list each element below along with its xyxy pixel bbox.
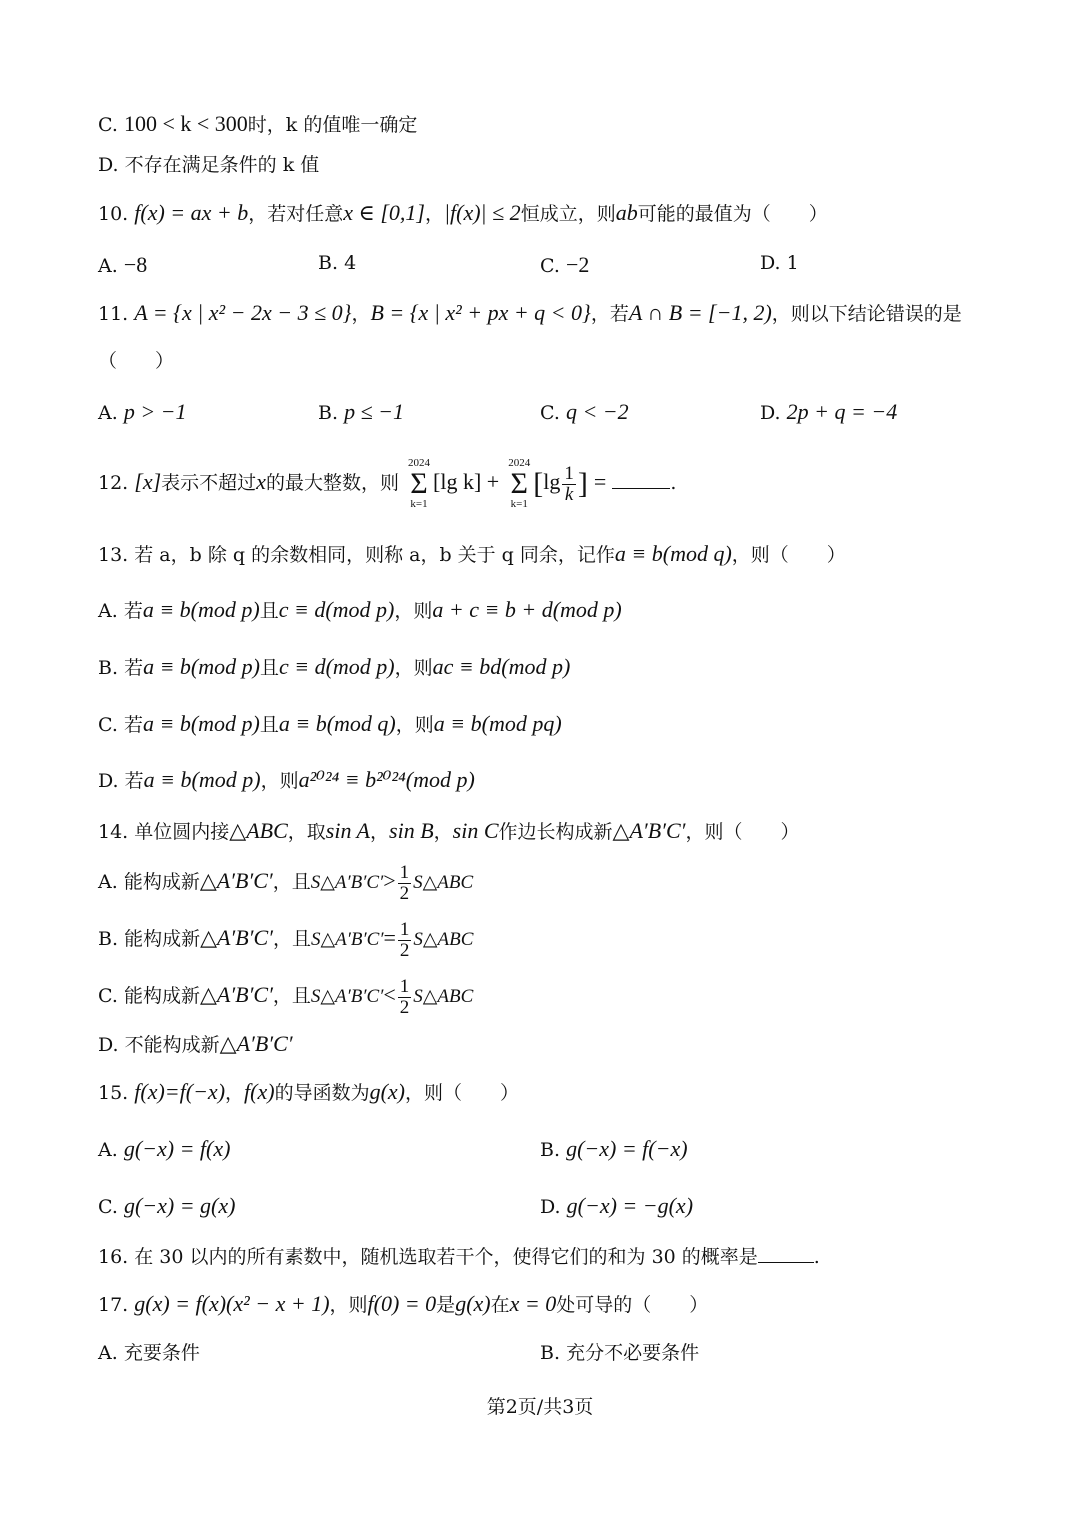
option-d: [760, 252, 799, 275]
option-text: 4: [344, 252, 357, 274]
sigma-icon: Σ: [510, 467, 528, 500]
math-expression: g(x): [369, 1079, 405, 1104]
option-label: D.: [98, 770, 119, 792]
question-text: ，若: [590, 303, 629, 325]
math-expression: a ≡ b(mod q): [278, 711, 396, 736]
option-text: g(−x) = g(x): [123, 1193, 236, 1218]
sum-lower-limit: k=1: [410, 498, 428, 510]
sum-upper-limit: 2024: [408, 457, 430, 469]
question-number: 17.: [98, 1294, 129, 1316]
question-10-stem: [98, 200, 1020, 226]
math-expression: B = {x | x² + px + q < 0}: [370, 300, 591, 325]
math-expression: x ∈ [0,1]: [343, 200, 425, 225]
question-text: 恒成立，则: [520, 203, 616, 225]
question-14-option-c: [98, 970, 1020, 1020]
math-expression: sin C: [452, 818, 499, 843]
question-text: ，则（ ）: [685, 821, 800, 843]
question-15-options-row2: [98, 1193, 1020, 1223]
math-expression: a²⁰²⁴ ≡ b²⁰²⁴(mod p): [298, 767, 475, 792]
question-13-option-b: [98, 654, 1020, 680]
question-12: [98, 452, 1020, 516]
question-11-paren: [98, 350, 1020, 373]
option-text: g(−x) = −g(x): [566, 1193, 694, 1218]
option-text: 1: [786, 252, 799, 274]
option-text: g(−x) = f(x): [123, 1136, 231, 1161]
question-text: 可能的最值为（ ）: [637, 203, 828, 225]
question-13-option-c: [98, 711, 1020, 737]
question-text: 若 a，b 除 q 的余数相同，则称 a，b 关于 q 同余，记作: [134, 544, 615, 566]
option-text: 若: [124, 770, 144, 792]
question-text: ，: [225, 1082, 245, 1104]
summation-2: [508, 458, 530, 510]
option-text: 能构成新: [123, 871, 200, 893]
option-label: C.: [98, 1196, 118, 1218]
option-text: ，且: [272, 985, 311, 1007]
question-text: 作边长构成新: [498, 821, 613, 843]
option-c: [540, 252, 589, 278]
math-expression: a ≡ b(mod p): [143, 654, 260, 679]
option-a: [98, 1342, 200, 1365]
math-expression: f(0) = 0: [367, 1291, 437, 1316]
option-text: 且: [259, 657, 279, 679]
fraction-half: [398, 977, 412, 1018]
option-text: 若: [123, 714, 143, 736]
fraction-half: [398, 863, 412, 904]
option-label: A.: [98, 1342, 118, 1364]
math-expression: ac ≡ bd(mod p): [432, 654, 571, 679]
question-text: ，则（ ）: [405, 1082, 520, 1104]
question-text: 表示不超过: [161, 472, 257, 494]
question-13-option-d: [98, 767, 1020, 793]
option-label: A.: [98, 871, 118, 893]
math-expression: f(x) = ax + b: [134, 200, 249, 225]
option-text: 若: [123, 600, 143, 622]
option-text: 不能构成新: [124, 1034, 220, 1056]
option-text: 且: [259, 600, 279, 622]
question-text: 的导函数为: [274, 1082, 370, 1104]
option-label: B.: [98, 657, 119, 679]
question-13-option-a: [98, 597, 1020, 623]
option-label: D.: [540, 1196, 561, 1218]
option-label: C.: [98, 714, 118, 736]
option-text: g(−x) = f(−x): [566, 1136, 688, 1161]
question-11-stem: [98, 300, 1020, 326]
math-expression: sin B: [389, 818, 434, 843]
option-label: B.: [318, 402, 339, 424]
math-equals: =: [593, 469, 607, 494]
option-a: [98, 1136, 230, 1162]
math-expression: f(x): [244, 1079, 275, 1104]
option-text: 时，k 的值唯一确定: [247, 114, 418, 136]
math-expression: △A′B′C′: [199, 982, 273, 1007]
math-expression: x = 0: [509, 1291, 557, 1316]
period: .: [813, 1246, 820, 1268]
option-text: p > −1: [123, 399, 187, 424]
math-expression: a ≡ b(mod p): [142, 597, 260, 622]
fraction-numerator: 1: [399, 861, 410, 883]
math-expression: c ≡ d(mod p): [278, 654, 395, 679]
fraction-denominator: k: [564, 483, 574, 505]
math-expression: A = {x | x² − 2x − 3 ≤ 0}: [134, 300, 352, 325]
option-text: ，且: [273, 928, 312, 950]
fraction-denominator: 2: [399, 996, 410, 1018]
option-text: 若: [124, 657, 144, 679]
question-number: 10.: [98, 203, 129, 225]
question-13-stem: [98, 541, 1020, 567]
math-expression: a + c ≡ b + d(mod p): [432, 597, 622, 622]
question-text: ，取: [287, 821, 326, 843]
question-text: 处可导的（ ）: [556, 1294, 709, 1316]
bracket-close-icon: ]: [577, 467, 588, 500]
summation-1: [408, 458, 430, 510]
sum-lower-limit: k=1: [510, 498, 528, 510]
area-old: S△ABC: [413, 986, 474, 1007]
question-number: 13.: [98, 544, 129, 566]
fraction: [562, 464, 576, 505]
area-new: S△A′B′C′: [310, 986, 384, 1007]
question-17-stem: [98, 1291, 1020, 1317]
math-expression: [lg k] +: [433, 469, 500, 494]
option-text: q < −2: [565, 399, 629, 424]
option-text: ，则: [395, 714, 434, 736]
math-expression: f(x)=f(−x): [134, 1079, 226, 1104]
option-label: B.: [540, 1342, 561, 1364]
math-expression: g(x): [455, 1291, 491, 1316]
option-text: ，则: [260, 770, 299, 792]
option-a: [98, 252, 147, 278]
question-text: ，: [351, 303, 371, 325]
question-15-stem: [98, 1079, 1020, 1105]
fraction-denominator: 2: [399, 882, 410, 904]
answer-paren: （ ）: [98, 350, 175, 372]
math-variable: x: [256, 469, 266, 494]
math-expression: sin A: [325, 818, 370, 843]
relation-sign: <: [383, 982, 396, 1007]
math-expression: A ∩ B = [−1, 2): [628, 300, 772, 325]
option-label: A.: [98, 600, 118, 622]
q9-option-d: [98, 154, 1020, 177]
option-c: [540, 399, 629, 425]
question-number: 14.: [98, 821, 129, 843]
page-footer: 第2页/共3页: [486, 1396, 594, 1418]
math-expression: a ≡ b(mod q): [614, 541, 732, 566]
math-expression: △A′B′C′: [199, 868, 273, 893]
option-text: 能构成新: [123, 985, 200, 1007]
option-a: [98, 399, 187, 425]
sum-upper-limit: 2024: [508, 457, 531, 469]
option-text: ，且: [272, 871, 311, 893]
option-text: 2p + q = −4: [786, 399, 898, 424]
math-expression: △ABC: [229, 818, 288, 843]
option-text: 充分不必要条件: [566, 1342, 700, 1364]
option-b: [318, 252, 356, 275]
option-text: 且: [259, 714, 279, 736]
math-expression: [x]: [134, 469, 162, 494]
question-text: 在: [490, 1294, 510, 1316]
option-label: B.: [540, 1139, 561, 1161]
math-expression: 100 < k < 300: [123, 111, 248, 136]
option-label: A.: [98, 1139, 118, 1161]
question-text: ，则以下结论错误的是: [771, 303, 962, 325]
math-expression: a ≡ b(mod pq): [433, 711, 562, 736]
option-label: D.: [760, 402, 781, 424]
math-expression: |f(x)| ≤ 2: [443, 200, 521, 225]
option-label: A.: [98, 255, 118, 277]
relation-sign: >: [383, 868, 396, 893]
question-number: 15.: [98, 1082, 129, 1104]
question-text: 的最大整数，则: [265, 472, 399, 494]
question-15-options-row1: [98, 1136, 1020, 1166]
option-c: [98, 1193, 235, 1219]
area-old: S△ABC: [413, 929, 474, 950]
option-text: −8: [123, 252, 148, 277]
question-14-stem: 14. 单位圆内接△ABC，取sin A，sin B，sin C作边长构成新△A′B′C′，则（ ）: [98, 818, 800, 843]
option-label: B.: [98, 928, 119, 950]
option-label: C.: [98, 114, 118, 136]
area-new: S△A′B′C′: [311, 929, 384, 950]
fraction-half: [398, 920, 412, 961]
option-label: C.: [540, 402, 560, 424]
question-16: [98, 1244, 1020, 1269]
math-function: lg: [543, 469, 561, 494]
option-label: D.: [760, 252, 781, 274]
area-new: S△A′B′C′: [310, 872, 384, 893]
option-b: [318, 399, 404, 425]
question-number: 16.: [98, 1246, 129, 1268]
option-label: B.: [318, 252, 339, 274]
option-b: [540, 1136, 688, 1162]
option-d: [760, 399, 897, 425]
fraction-numerator: 1: [399, 975, 410, 997]
question-11-options: [98, 399, 1020, 427]
math-expression: △A′B′C′: [219, 1031, 293, 1056]
relation-sign: =: [383, 925, 396, 950]
question-text: ，则（ ）: [731, 544, 846, 566]
math-expression: △A′B′C′: [200, 925, 273, 950]
option-text: ，则: [394, 600, 433, 622]
fraction-denominator: 2: [399, 939, 410, 961]
fraction-numerator: 1: [564, 462, 574, 484]
question-text: ，若对任意: [248, 203, 344, 225]
option-label: C.: [540, 255, 560, 277]
sigma-icon: Σ: [410, 467, 428, 500]
bracket-open-icon: [: [533, 467, 544, 500]
option-label: D.: [98, 154, 119, 176]
answer-blank[interactable]: [612, 470, 670, 489]
option-text: 不存在满足条件的 k 值: [124, 154, 320, 176]
question-17-options: [98, 1342, 1020, 1370]
math-expression: a ≡ b(mod p): [143, 767, 261, 792]
question-text: 单位圆内接: [134, 821, 230, 843]
question-number: 11.: [98, 303, 129, 325]
question-14-option-d: [98, 1031, 1020, 1057]
question-text: ，: [424, 203, 444, 225]
math-expression: c ≡ d(mod p): [278, 597, 395, 622]
option-label: A.: [98, 402, 118, 424]
math-expression: g(x) = f(x)(x² − x + 1): [134, 1291, 330, 1316]
math-expression: ab: [615, 200, 638, 225]
area-old: S△ABC: [413, 872, 474, 893]
math-expression: △A′B′C′: [612, 818, 686, 843]
question-10-options: [98, 252, 1020, 280]
option-text: 充要条件: [123, 1342, 200, 1364]
option-text: ，则: [394, 657, 433, 679]
option-label: D.: [98, 1034, 119, 1056]
fraction-numerator: 1: [399, 918, 410, 940]
question-text: ，则: [329, 1294, 368, 1316]
option-b: [540, 1342, 699, 1365]
period: .: [670, 472, 677, 494]
question-text: 在 30 以内的所有素数中，随机选取若干个，使得它们的和为 30 的概率是: [134, 1246, 758, 1268]
math-expression: a ≡ b(mod p): [142, 711, 260, 736]
question-14-option-a: [98, 856, 1020, 906]
q9-option-c: [98, 111, 1020, 137]
option-label: C.: [98, 985, 118, 1007]
option-d: [540, 1193, 693, 1219]
answer-blank[interactable]: [758, 1244, 814, 1263]
question-number: 12.: [98, 472, 129, 494]
option-text: −2: [565, 252, 590, 277]
question-14-option-b: [98, 913, 1020, 963]
question-text: 是: [436, 1294, 456, 1316]
option-text: p ≤ −1: [344, 399, 404, 424]
option-text: 能构成新: [124, 928, 201, 950]
